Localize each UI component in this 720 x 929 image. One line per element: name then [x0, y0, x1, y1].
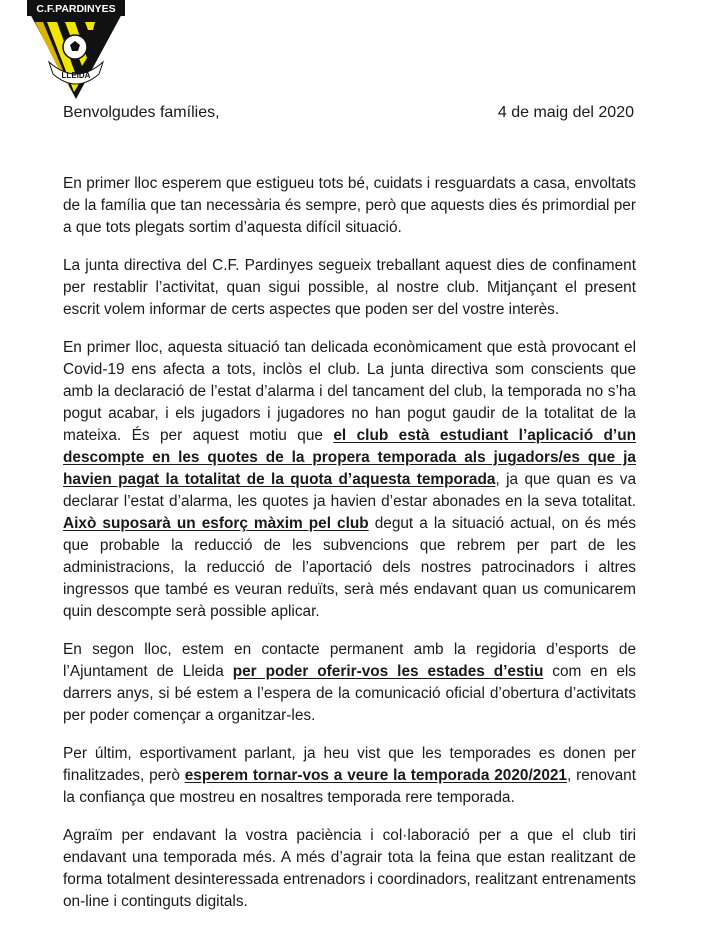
paragraph-text: , renovant la confiança que mostreu en nosaltres temporada rere temporada.	[63, 767, 636, 806]
paragraph-text: degut a la situació actual, on és més que probable la reducció de les subvencions que rebrem per part de les administracions, la reducció de l’aportació dels nostres patrocinadors i altres ingressos que també es veuran reduïts, serà més endavant quan us comunicarem quin descompte serà possible aplicar.	[63, 515, 636, 620]
paragraph-text: com en els darrers anys, si bé estem a l’espera de la comunicació oficial d’obertura d’activitats per poder començar a organitzar-les.	[63, 663, 637, 724]
crest-club-name: C.F.PARDINYES	[36, 3, 116, 15]
paragraph-text: En segon lloc, estem en contacte permanent amb la regidoria d’esports de l’Ajuntament de Lleida	[63, 641, 636, 680]
letter-paragraph	[63, 639, 636, 727]
paragraph-text: , ja que quan es va declarar l’estat d’alarma, les quotes ja havien d’estar abonades en la seva totalitat.	[63, 471, 636, 510]
letter-body	[63, 173, 636, 929]
crest-city-name: LLEIDA	[61, 71, 91, 80]
letter-paragraph	[63, 255, 636, 321]
highlighted-text: el club està estudiant l’aplicació d’un descompte en les quotes de la propera temporada als jugadors/es que ja havien pagat la totalitat de la quota d’aquesta temporada	[63, 427, 636, 488]
paragraph-text: En primer lloc esperem que estigueu tots bé, cuidats i resguardats a casa, envoltats de la família que tan necessària és sempre, però que aquests dies és primordial per a que tots plegats sortim d’aquesta difícil situació.	[63, 175, 636, 236]
letter-paragraph	[63, 173, 636, 239]
highlighted-text: Això suposarà un esforç màxim pel club	[63, 515, 369, 532]
paragraph-text: Agraïm per endavant la vostra paciència i col·laboració per a que el club tiri endavant una temporada més. A més d’agrair tota la feina que estan realitzant de forma totalment desinteressada entrenadors i coordinadors, realitzant entrenaments on-line i continguts digitals.	[63, 827, 636, 910]
paragraph-text: Per últim, esportivament parlant, ja heu vist que les temporades es donen per finalitzades, però	[63, 745, 636, 784]
paragraph-text: La junta directiva del C.F. Pardinyes segueix treballant aquest dies de confinament per restablir l’activitat, quan sigui possible, al nostre club. Mitjançant el present escrit volem informar de certs aspectes que poden ser del vostre interès.	[63, 257, 636, 318]
club-crest-logo	[27, 0, 125, 100]
highlighted-text: per poder oferir-vos les estades d’estiu	[232, 663, 544, 680]
paragraph-text: En primer lloc, aquesta situació tan delicada econòmicament que està provocant el Covid-19 ens afecta a tots, inclòs el club. La junta directiva som conscients que amb la declaració de l’estat d’alarma i del tancament del club, la temporada no s’ha pogut acabar, i els jugadors i jugadores no han pogut gaudir de la totalitat de la mateixa. És per aquest motiu que	[63, 339, 636, 444]
letter-date: 4 de maig del 2020	[497, 104, 634, 121]
letter-greeting: Benvolgudes famílies,	[63, 104, 220, 121]
highlighted-text: esperem tornar-vos a veure la temporada 2020/2021	[184, 767, 567, 784]
letter-paragraph	[63, 337, 636, 623]
letter-paragraph	[63, 743, 636, 809]
